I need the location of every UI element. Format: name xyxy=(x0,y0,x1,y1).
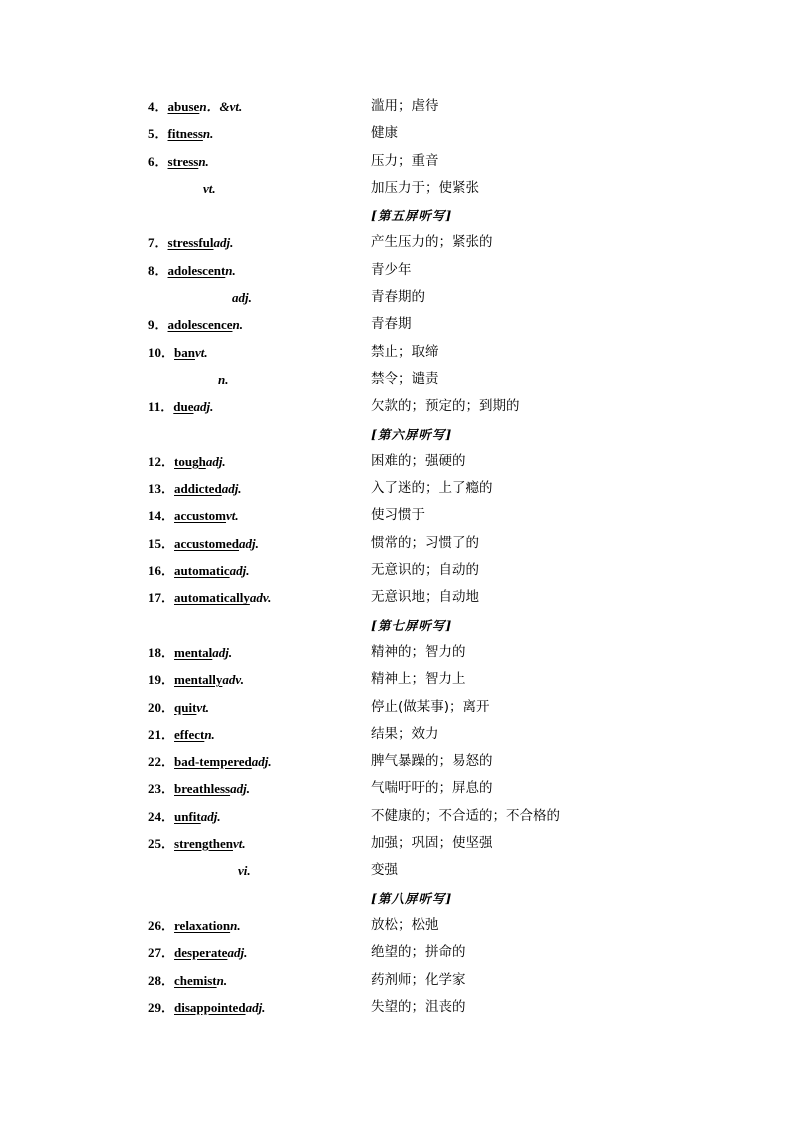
entry-number: 17． xyxy=(148,590,175,606)
english-word: abuse xyxy=(167,99,200,114)
vocab-entry xyxy=(0,229,794,256)
entry-number: 4． xyxy=(148,99,168,114)
vocab-term xyxy=(148,748,272,775)
vocab-entry xyxy=(0,912,794,939)
vocab-entry xyxy=(0,393,794,420)
part-of-speech: n. xyxy=(225,262,236,278)
vocab-term xyxy=(148,775,250,802)
vocab-term xyxy=(148,557,250,584)
vocab-entry xyxy=(0,939,794,966)
vocab-entry xyxy=(0,148,794,175)
entry-number: 14． xyxy=(148,508,175,524)
entry-number: 24． xyxy=(148,808,175,824)
english-word: automatic xyxy=(174,563,230,579)
part-of-speech: adj. xyxy=(245,999,266,1015)
vocab-term xyxy=(148,939,247,966)
vocab-entry xyxy=(0,803,794,830)
vocab-term xyxy=(148,229,233,256)
part-of-speech: vi. xyxy=(238,863,251,879)
vocab-term xyxy=(232,284,252,311)
vocab-sub-entry xyxy=(0,857,794,884)
part-of-speech: n. xyxy=(202,126,214,142)
vocab-term xyxy=(148,311,243,338)
section-header xyxy=(0,885,794,912)
vocabulary-list xyxy=(0,93,794,1021)
english-word: adolescence xyxy=(167,317,233,333)
english-word: mentally xyxy=(174,672,223,688)
entry-number: 5． xyxy=(148,126,168,142)
vocab-term xyxy=(148,93,242,120)
part-of-speech: adv. xyxy=(249,590,272,606)
chinese-definition: 脾气暴躁的；易怒的 xyxy=(371,753,493,770)
entry-number: 13． xyxy=(148,481,175,497)
english-word: accustomed xyxy=(174,535,240,551)
entry-number: 15． xyxy=(148,535,175,551)
chinese-definition: 加强；巩固；使坚强 xyxy=(371,835,493,852)
vocab-entry xyxy=(0,557,794,584)
entry-number: 22． xyxy=(148,754,175,770)
english-word: relaxation xyxy=(174,917,231,933)
part-of-speech: adj. xyxy=(230,781,250,797)
entry-number: 9． xyxy=(148,317,168,333)
vocab-entry xyxy=(0,530,794,557)
entry-number: 28． xyxy=(148,972,175,988)
vocab-entry xyxy=(0,448,794,475)
entry-number: 29． xyxy=(148,999,175,1015)
vocab-term xyxy=(148,694,209,721)
vocab-entry xyxy=(0,694,794,721)
english-word: bad-tempered xyxy=(174,754,252,770)
section-header xyxy=(0,421,794,448)
chinese-definition: 惯常的；习惯了的 xyxy=(371,534,479,551)
english-word: accustom xyxy=(174,508,227,524)
vocab-term xyxy=(148,448,226,475)
vocab-entry xyxy=(0,584,794,611)
vocab-term xyxy=(148,721,215,748)
vocab-sub-entry xyxy=(0,175,794,202)
vocab-term xyxy=(238,857,251,884)
section-header xyxy=(0,202,794,229)
entry-number: 10． xyxy=(148,344,175,360)
part-of-speech: n. xyxy=(198,153,209,169)
vocab-term xyxy=(148,803,221,830)
entry-number: 27． xyxy=(148,945,175,961)
part-of-speech: n．&vt. xyxy=(199,99,243,114)
english-word: breathless xyxy=(174,781,231,797)
part-of-speech: n. xyxy=(216,972,228,988)
entry-number: 8． xyxy=(148,262,168,278)
vocab-term xyxy=(148,502,239,529)
section-label: [第六屏听写] xyxy=(371,426,453,442)
entry-number: 20． xyxy=(148,699,175,715)
part-of-speech: adj. xyxy=(232,290,252,306)
vocab-entry xyxy=(0,666,794,693)
chinese-definition: 使习惯于 xyxy=(371,507,425,524)
part-of-speech: n. xyxy=(232,317,243,333)
part-of-speech: n. xyxy=(204,726,215,742)
chinese-definition: 入了迷的；上了瘾的 xyxy=(371,480,493,497)
english-word: unfit xyxy=(174,808,201,824)
vocab-term xyxy=(218,366,228,393)
section-label: [第五屏听写] xyxy=(371,208,453,224)
chinese-definition: 加压力于；使紧张 xyxy=(371,179,479,196)
section-label: [第八屏听写] xyxy=(371,890,453,906)
chinese-definition: 健康 xyxy=(371,125,398,142)
vocab-entry xyxy=(0,830,794,857)
vocab-entry xyxy=(0,257,794,284)
part-of-speech: adj. xyxy=(221,481,242,497)
vocab-entry xyxy=(0,775,794,802)
part-of-speech: adj. xyxy=(193,399,214,415)
english-word: stress xyxy=(167,153,199,169)
part-of-speech: vt. xyxy=(196,699,210,715)
vocab-term xyxy=(148,639,232,666)
english-word: strengthen xyxy=(174,836,233,852)
vocab-entry xyxy=(0,502,794,529)
chinese-definition: 放松；松弛 xyxy=(371,916,439,933)
entry-number: 16． xyxy=(148,563,175,579)
vocab-term xyxy=(148,994,265,1021)
english-word: due xyxy=(173,399,194,415)
part-of-speech: n. xyxy=(218,371,229,387)
english-word: fitness xyxy=(167,126,203,142)
chinese-definition: 变强 xyxy=(371,862,398,879)
vocab-entry xyxy=(0,748,794,775)
vocab-entry xyxy=(0,120,794,147)
english-word: addicted xyxy=(174,481,222,497)
chinese-definition: 产生压力的；紧张的 xyxy=(371,234,493,251)
part-of-speech: adj. xyxy=(200,808,221,824)
chinese-definition: 停止(做某事)；离开 xyxy=(371,698,490,715)
entry-number: 11． xyxy=(148,399,174,415)
vocab-term xyxy=(148,393,213,420)
vocab-entry xyxy=(0,311,794,338)
part-of-speech: vt. xyxy=(226,508,239,524)
vocab-term xyxy=(148,584,271,611)
english-word: chemist xyxy=(174,972,217,988)
entry-number: 21． xyxy=(148,726,175,742)
section-header xyxy=(0,612,794,639)
english-word: disappointed xyxy=(174,999,246,1015)
entry-number: 23． xyxy=(148,781,175,797)
part-of-speech: vt. xyxy=(233,836,246,852)
entry-number: 19． xyxy=(148,672,175,688)
part-of-speech: adj. xyxy=(239,535,259,551)
vocab-term xyxy=(148,967,227,994)
english-word: desperate xyxy=(174,945,228,961)
english-word: quit xyxy=(174,699,197,715)
vocab-term xyxy=(148,530,259,557)
vocab-term xyxy=(148,666,244,693)
chinese-definition: 绝望的；拼命的 xyxy=(371,944,466,961)
chinese-definition: 不健康的；不合适的；不合格的 xyxy=(371,807,560,824)
chinese-definition: 无意识地；自动地 xyxy=(371,589,479,606)
english-word: adolescent xyxy=(167,262,226,278)
vocab-term xyxy=(148,257,236,284)
part-of-speech: adj. xyxy=(213,235,234,251)
english-word: tough xyxy=(174,453,206,469)
chinese-definition: 精神的；智力的 xyxy=(371,643,466,660)
vocab-entry xyxy=(0,93,794,120)
chinese-definition: 药剂师；化学家 xyxy=(371,971,466,988)
chinese-definition: 青少年 xyxy=(371,261,412,278)
vocab-entry xyxy=(0,721,794,748)
part-of-speech: adv. xyxy=(222,672,244,688)
chinese-definition: 滥用；虐待 xyxy=(371,98,439,114)
entry-number: 26． xyxy=(148,917,175,933)
entry-number: 18． xyxy=(148,644,175,660)
part-of-speech: n. xyxy=(230,917,241,933)
vocab-entry xyxy=(0,967,794,994)
vocab-sub-entry xyxy=(0,284,794,311)
section-label: [第七屏听写] xyxy=(371,617,453,633)
part-of-speech: adj. xyxy=(229,563,250,579)
chinese-definition: 禁令；谴责 xyxy=(371,370,439,387)
chinese-definition: 精神上；智力上 xyxy=(371,671,466,688)
vocab-term xyxy=(203,175,216,202)
english-word: ban xyxy=(174,344,195,360)
chinese-definition: 气喘吁吁的；屏息的 xyxy=(371,780,493,797)
vocab-entry xyxy=(0,475,794,502)
vocab-entry xyxy=(0,639,794,666)
english-word: mental xyxy=(174,644,213,660)
part-of-speech: vt. xyxy=(203,180,216,196)
part-of-speech: adj. xyxy=(251,754,272,770)
entry-number: 12． xyxy=(148,453,175,469)
chinese-definition: 压力；重音 xyxy=(371,152,439,169)
english-word: effect xyxy=(174,726,205,742)
vocab-term xyxy=(148,120,213,147)
vocab-term xyxy=(148,830,246,857)
part-of-speech: adj. xyxy=(205,453,226,469)
entry-number: 25． xyxy=(148,836,175,852)
vocab-term xyxy=(148,339,208,366)
chinese-definition: 青春期 xyxy=(371,316,412,333)
chinese-definition: 无意识的；自动的 xyxy=(371,562,479,579)
chinese-definition: 禁止；取缔 xyxy=(371,343,439,360)
vocab-sub-entry xyxy=(0,366,794,393)
chinese-definition: 结果；效力 xyxy=(371,725,439,742)
vocab-entry xyxy=(0,339,794,366)
english-word: automatically xyxy=(174,590,250,606)
part-of-speech: adj. xyxy=(227,945,248,961)
vocab-term xyxy=(148,475,242,502)
english-word: stressful xyxy=(167,235,214,251)
entry-number: 6． xyxy=(148,153,168,169)
vocab-term xyxy=(148,912,241,939)
chinese-definition: 青春期的 xyxy=(371,289,425,306)
chinese-definition: 失望的；沮丧的 xyxy=(371,998,466,1015)
part-of-speech: adj. xyxy=(212,644,233,660)
chinese-definition: 困难的；强硬的 xyxy=(371,452,466,469)
vocab-term xyxy=(148,148,209,175)
vocab-entry xyxy=(0,994,794,1021)
chinese-definition: 欠款的；预定的；到期的 xyxy=(371,398,520,415)
entry-number: 7． xyxy=(148,235,168,251)
part-of-speech: vt. xyxy=(194,344,208,360)
